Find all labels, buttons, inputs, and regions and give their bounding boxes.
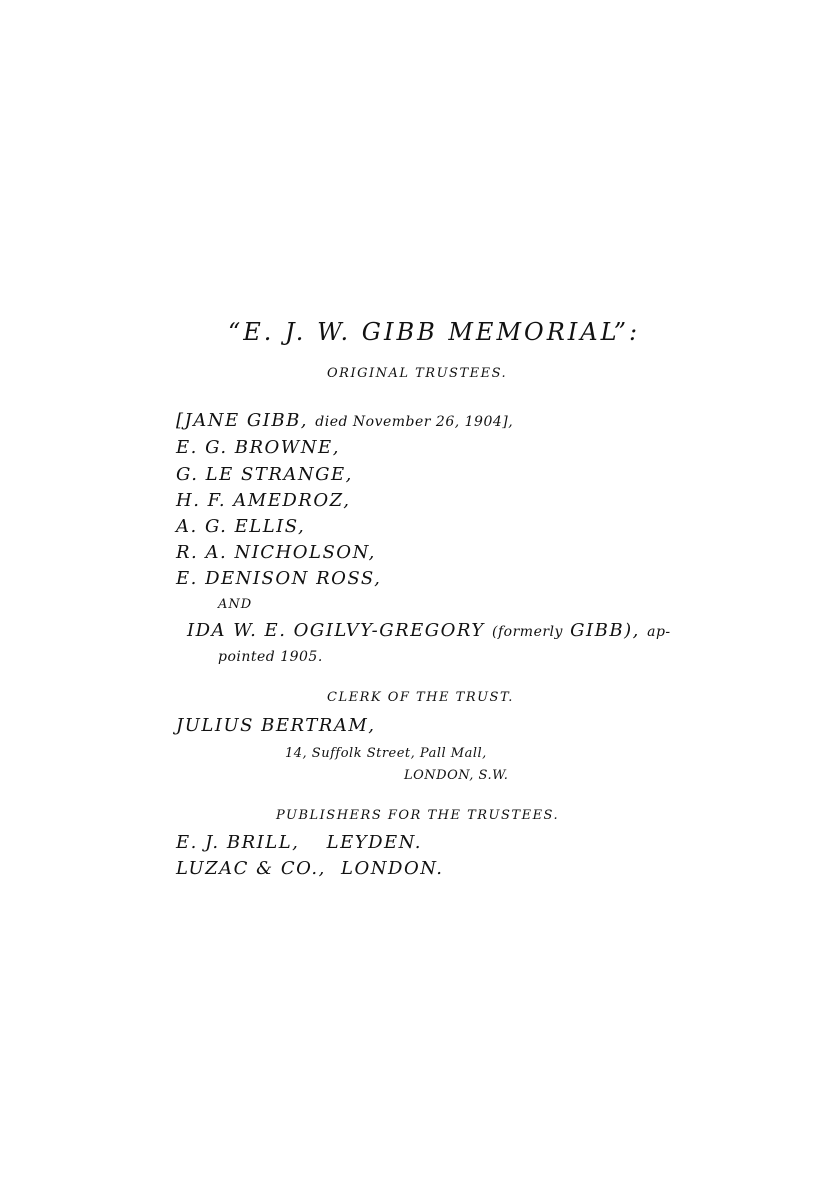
publisher-city: LEYDEN. (326, 832, 422, 853)
trustee-name: IDA W. E. OGILVY-GREGORY (187, 620, 485, 641)
publisher-city: LONDON. (341, 858, 444, 879)
trustee-entry-last (187, 620, 671, 641)
trustee-entry (176, 542, 376, 563)
trustee-entry (176, 437, 340, 458)
publishers-heading: PUBLISHERS FOR THE TRUSTEES. (276, 808, 560, 823)
clerk-name: JULIUS BERTRAM, (176, 715, 376, 736)
publisher-name: E. J. BRILL, (176, 832, 300, 853)
publisher-entry (176, 858, 444, 879)
memorial-title: “E. J. W. GIBB MEMORIAL”: (228, 318, 641, 346)
trustee-note: (formerly (492, 624, 563, 640)
trustee-note: died November 26, 1904], (315, 414, 514, 430)
trustee-entry (176, 464, 353, 485)
publisher-entry (176, 832, 422, 853)
trustee-entry (176, 568, 381, 589)
trustee-name: H. F. AMEDROZ, (176, 490, 351, 511)
trustee-name: A. G. ELLIS, (176, 516, 306, 537)
trustee-entry (176, 410, 513, 431)
trustee-name: [JANE GIBB, (176, 410, 309, 431)
publisher-name: LUZAC & CO., (176, 858, 326, 879)
trustee-name: G. LE STRANGE, (176, 464, 353, 485)
trustee-entry (176, 490, 351, 511)
trustee-note-cont: ap- (647, 624, 671, 640)
clerk-heading: CLERK OF THE TRUST. (327, 690, 514, 705)
trustee-name-former: GIBB), (570, 620, 640, 641)
clerk-address-city: LONDON, S.W. (404, 768, 509, 783)
trustee-name: R. A. NICHOLSON, (176, 542, 376, 563)
trustee-name: E. G. BROWNE, (176, 437, 340, 458)
trustee-entry (176, 516, 305, 537)
trustee-entry-cont: pointed 1905. (218, 649, 323, 665)
trustee-name: E. DENISON ROSS, (176, 568, 382, 589)
original-trustees-heading: ORIGINAL TRUSTEES. (327, 366, 508, 381)
clerk-address-street: 14, Suffolk Street, Pall Mall, (285, 746, 487, 761)
and-connector: AND (218, 597, 253, 612)
